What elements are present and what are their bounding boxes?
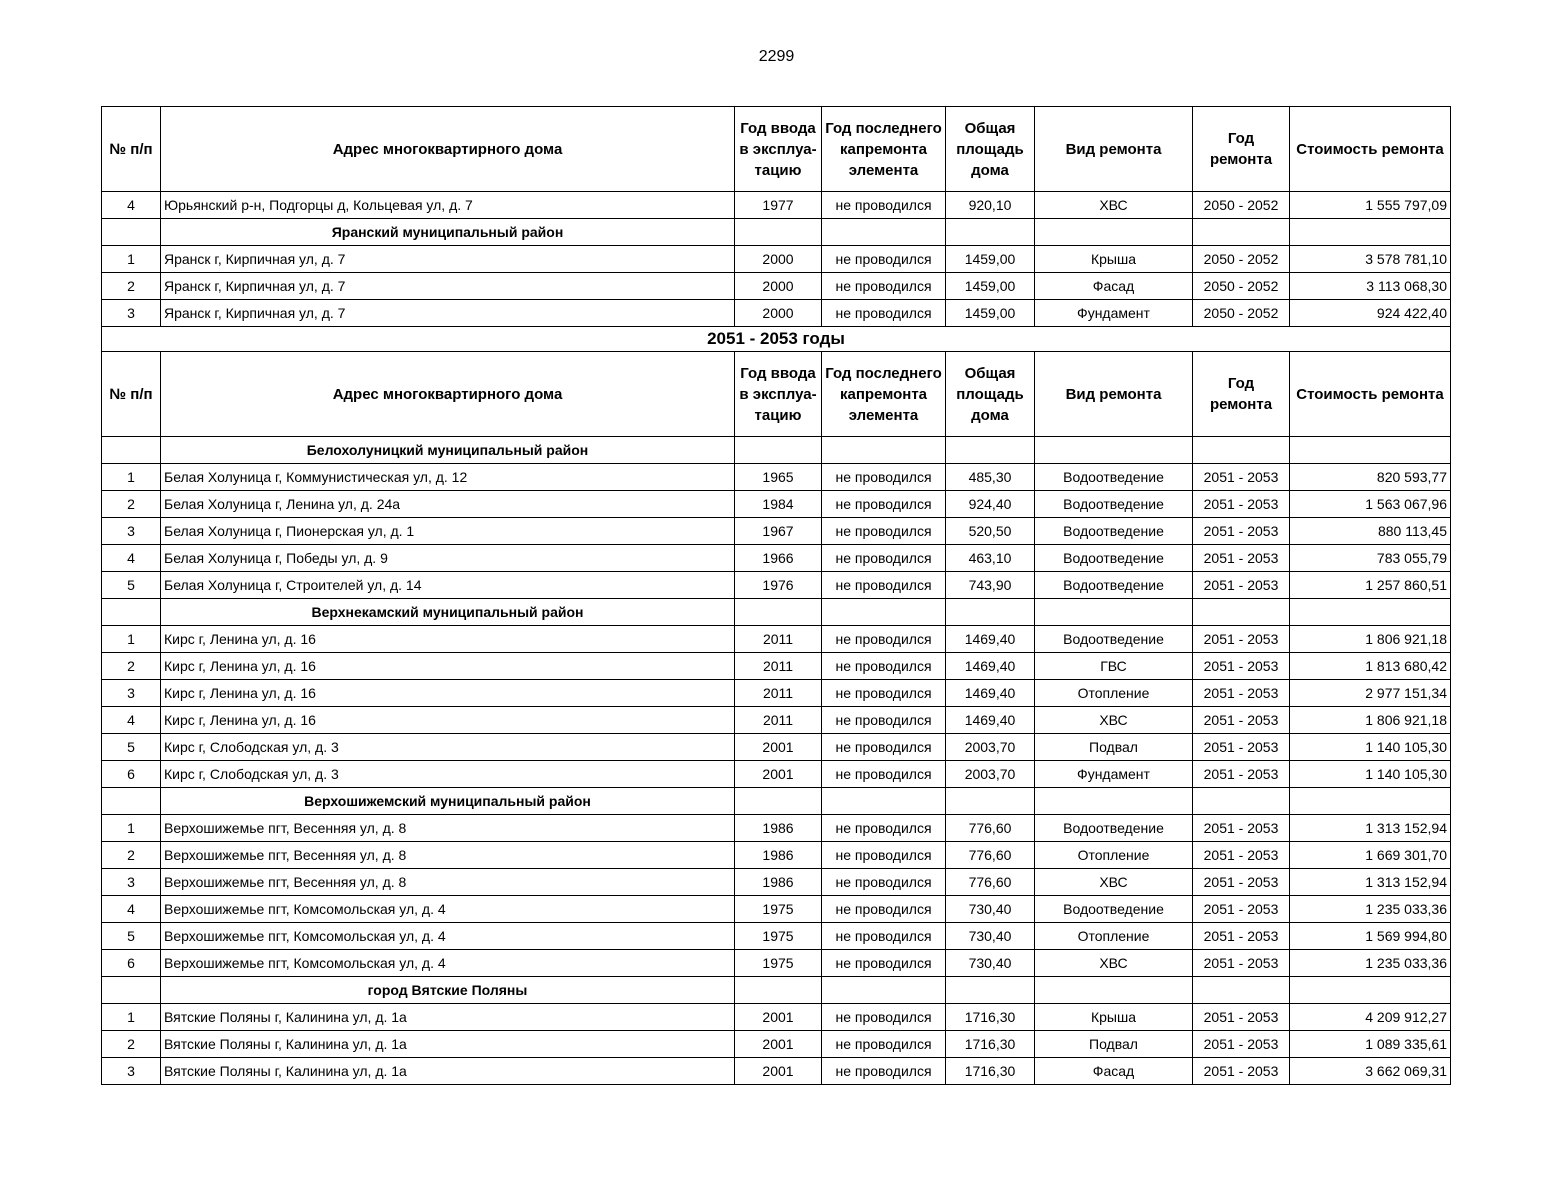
row-year-built: 2001 xyxy=(735,1031,822,1058)
table-row xyxy=(102,626,1451,653)
row-area: 1469,40 xyxy=(946,680,1035,707)
region-num-empty xyxy=(102,788,161,815)
row-repair-type: Подвал xyxy=(1035,734,1193,761)
header-repair-type: Вид ремонта xyxy=(1035,352,1193,437)
row-repair-year: 2051 - 2053 xyxy=(1193,896,1290,923)
row-address: Яранск г, Кирпичная ул, д. 7 xyxy=(161,273,735,300)
row-num: 2 xyxy=(102,273,161,300)
row-address: Верхошижемье пгт, Комсомольская ул, д. 4 xyxy=(161,950,735,977)
row-last-repair: не проводился xyxy=(822,896,946,923)
region-num-empty xyxy=(102,977,161,1004)
row-address: Верхошижемье пгт, Весенняя ул, д. 8 xyxy=(161,842,735,869)
region-empty-cell xyxy=(1035,788,1193,815)
row-repair-type: Фасад xyxy=(1035,1058,1193,1085)
region-empty-cell xyxy=(1035,599,1193,626)
row-address: Верхошижемье пгт, Весенняя ул, д. 8 xyxy=(161,869,735,896)
table-row xyxy=(102,1058,1451,1085)
header-repair-year: Год ремонта xyxy=(1193,107,1290,192)
row-address: Кирс г, Ленина ул, д. 16 xyxy=(161,707,735,734)
page-number: 2299 xyxy=(758,48,795,65)
table-row xyxy=(102,707,1451,734)
row-cost: 1 235 033,36 xyxy=(1290,950,1451,977)
region-empty-cell xyxy=(1290,219,1451,246)
row-repair-type: Водоотведение xyxy=(1035,464,1193,491)
row-year-built: 2000 xyxy=(735,300,822,327)
row-repair-type: Крыша xyxy=(1035,246,1193,273)
row-last-repair: не проводился xyxy=(822,923,946,950)
row-address: Вятские Поляны г, Калинина ул, д. 1а xyxy=(161,1004,735,1031)
row-year-built: 2001 xyxy=(735,734,822,761)
region-empty-cell xyxy=(1035,219,1193,246)
table-row xyxy=(102,653,1451,680)
row-repair-year: 2051 - 2053 xyxy=(1193,761,1290,788)
row-last-repair: не проводился xyxy=(822,192,946,219)
row-area: 463,10 xyxy=(946,545,1035,572)
table-row xyxy=(102,491,1451,518)
row-year-built: 1967 xyxy=(735,518,822,545)
row-num: 1 xyxy=(102,464,161,491)
table-row xyxy=(102,572,1451,599)
table-body xyxy=(102,107,1451,1085)
row-last-repair: не проводился xyxy=(822,300,946,327)
row-year-built: 1976 xyxy=(735,572,822,599)
table-row xyxy=(102,869,1451,896)
row-area: 520,50 xyxy=(946,518,1035,545)
row-area: 1469,40 xyxy=(946,626,1035,653)
row-area: 776,60 xyxy=(946,842,1035,869)
row-num: 4 xyxy=(102,896,161,923)
row-last-repair: не проводился xyxy=(822,734,946,761)
row-last-repair: не проводился xyxy=(822,518,946,545)
row-address: Кирс г, Слободская ул, д. 3 xyxy=(161,734,735,761)
row-address: Юрьянский р-н, Подгорцы д, Кольцевая ул, д. 7 xyxy=(161,192,735,219)
table-row xyxy=(102,464,1451,491)
table-header-row xyxy=(102,107,1451,192)
row-address: Верхошижемье пгт, Комсомольская ул, д. 4 xyxy=(161,923,735,950)
row-num: 4 xyxy=(102,192,161,219)
row-cost: 783 055,79 xyxy=(1290,545,1451,572)
row-cost: 1 235 033,36 xyxy=(1290,896,1451,923)
row-num: 4 xyxy=(102,545,161,572)
region-empty-cell xyxy=(822,437,946,464)
row-last-repair: не проводился xyxy=(822,842,946,869)
row-repair-year: 2051 - 2053 xyxy=(1193,734,1290,761)
row-repair-type: Водоотведение xyxy=(1035,626,1193,653)
row-year-built: 2011 xyxy=(735,707,822,734)
row-year-built: 2000 xyxy=(735,246,822,273)
row-year-built: 2011 xyxy=(735,680,822,707)
row-repair-year: 2050 - 2052 xyxy=(1193,300,1290,327)
row-num: 1 xyxy=(102,815,161,842)
region-empty-cell xyxy=(1193,977,1290,1004)
row-cost: 4 209 912,27 xyxy=(1290,1004,1451,1031)
region-row xyxy=(102,219,1451,246)
row-year-built: 1986 xyxy=(735,869,822,896)
region-empty-cell xyxy=(735,219,822,246)
row-last-repair: не проводился xyxy=(822,572,946,599)
row-repair-type: Водоотведение xyxy=(1035,518,1193,545)
row-address: Верхошижемье пгт, Комсомольская ул, д. 4 xyxy=(161,896,735,923)
row-repair-type: ХВС xyxy=(1035,707,1193,734)
row-last-repair: не проводился xyxy=(822,653,946,680)
row-last-repair: не проводился xyxy=(822,815,946,842)
table-row xyxy=(102,896,1451,923)
row-address: Кирс г, Ленина ул, д. 16 xyxy=(161,680,735,707)
row-repair-year: 2051 - 2053 xyxy=(1193,572,1290,599)
region-empty-cell xyxy=(1193,788,1290,815)
row-num: 1 xyxy=(102,1004,161,1031)
row-address: Яранск г, Кирпичная ул, д. 7 xyxy=(161,246,735,273)
row-num: 2 xyxy=(102,653,161,680)
row-cost: 1 140 105,30 xyxy=(1290,734,1451,761)
row-repair-year: 2051 - 2053 xyxy=(1193,680,1290,707)
table-header-row xyxy=(102,352,1451,437)
row-repair-year: 2051 - 2053 xyxy=(1193,1058,1290,1085)
row-repair-year: 2051 - 2053 xyxy=(1193,842,1290,869)
row-address: Белая Холуница г, Пионерская ул, д. 1 xyxy=(161,518,735,545)
table-row xyxy=(102,545,1451,572)
row-repair-year: 2051 - 2053 xyxy=(1193,950,1290,977)
row-repair-type: Фундамент xyxy=(1035,761,1193,788)
row-num: 3 xyxy=(102,1058,161,1085)
region-row xyxy=(102,977,1451,1004)
region-empty-cell xyxy=(1035,437,1193,464)
row-last-repair: не проводился xyxy=(822,1031,946,1058)
row-year-built: 1975 xyxy=(735,896,822,923)
region-empty-cell xyxy=(946,219,1035,246)
row-year-built: 1986 xyxy=(735,842,822,869)
region-empty-cell xyxy=(822,788,946,815)
row-cost: 1 569 994,80 xyxy=(1290,923,1451,950)
header-area: Общая площадь дома xyxy=(946,352,1035,437)
row-num: 5 xyxy=(102,734,161,761)
row-num: 5 xyxy=(102,923,161,950)
row-repair-year: 2051 - 2053 xyxy=(1193,626,1290,653)
row-repair-type: Крыша xyxy=(1035,1004,1193,1031)
table-row xyxy=(102,680,1451,707)
region-empty-cell xyxy=(946,437,1035,464)
table-row xyxy=(102,1004,1451,1031)
region-empty-cell xyxy=(735,437,822,464)
row-repair-type: ХВС xyxy=(1035,192,1193,219)
region-empty-cell xyxy=(1290,599,1451,626)
row-last-repair: не проводился xyxy=(822,273,946,300)
row-last-repair: не проводился xyxy=(822,1004,946,1031)
header-year-built: Год ввода в эксплуа-тацию xyxy=(735,107,822,192)
row-repair-type: ХВС xyxy=(1035,869,1193,896)
header-cost: Стоимость ремонта xyxy=(1290,107,1451,192)
row-repair-year: 2051 - 2053 xyxy=(1193,923,1290,950)
table-row xyxy=(102,950,1451,977)
row-repair-year: 2051 - 2053 xyxy=(1193,545,1290,572)
region-empty-cell xyxy=(1035,977,1193,1004)
row-address: Вятские Поляны г, Калинина ул, д. 1а xyxy=(161,1058,735,1085)
row-last-repair: не проводился xyxy=(822,491,946,518)
row-cost: 1 806 921,18 xyxy=(1290,707,1451,734)
row-cost: 1 089 335,61 xyxy=(1290,1031,1451,1058)
row-num: 2 xyxy=(102,491,161,518)
region-name: город Вятские Поляны xyxy=(161,977,735,1004)
row-cost: 3 662 069,31 xyxy=(1290,1058,1451,1085)
row-repair-year: 2050 - 2052 xyxy=(1193,273,1290,300)
row-address: Белая Холуница г, Коммунистическая ул, д. 12 xyxy=(161,464,735,491)
row-address: Яранск г, Кирпичная ул, д. 7 xyxy=(161,300,735,327)
row-repair-type: Отопление xyxy=(1035,923,1193,950)
row-address: Кирс г, Ленина ул, д. 16 xyxy=(161,653,735,680)
row-cost: 880 113,45 xyxy=(1290,518,1451,545)
table-row xyxy=(102,192,1451,219)
row-area: 1459,00 xyxy=(946,300,1035,327)
row-area: 776,60 xyxy=(946,869,1035,896)
table-row xyxy=(102,842,1451,869)
row-num: 6 xyxy=(102,761,161,788)
region-name: Яранский муниципальный район xyxy=(161,219,735,246)
region-row xyxy=(102,788,1451,815)
region-empty-cell xyxy=(822,977,946,1004)
row-repair-type: Отопление xyxy=(1035,680,1193,707)
row-address: Верхошижемье пгт, Весенняя ул, д. 8 xyxy=(161,815,735,842)
row-area: 1469,40 xyxy=(946,653,1035,680)
row-year-built: 2001 xyxy=(735,1058,822,1085)
region-name: Верхошижемский муниципальный район xyxy=(161,788,735,815)
region-empty-cell xyxy=(1193,599,1290,626)
row-repair-type: Водоотведение xyxy=(1035,491,1193,518)
row-area: 1716,30 xyxy=(946,1004,1035,1031)
row-area: 1459,00 xyxy=(946,273,1035,300)
region-row xyxy=(102,437,1451,464)
row-num: 2 xyxy=(102,1031,161,1058)
region-empty-cell xyxy=(735,788,822,815)
row-year-built: 2001 xyxy=(735,1004,822,1031)
row-area: 485,30 xyxy=(946,464,1035,491)
row-repair-year: 2051 - 2053 xyxy=(1193,1031,1290,1058)
row-cost: 2 977 151,34 xyxy=(1290,680,1451,707)
row-repair-year: 2050 - 2052 xyxy=(1193,246,1290,273)
header-cost: Стоимость ремонта xyxy=(1290,352,1451,437)
row-last-repair: не проводился xyxy=(822,1058,946,1085)
row-address: Кирс г, Слободская ул, д. 3 xyxy=(161,761,735,788)
row-repair-type: Подвал xyxy=(1035,1031,1193,1058)
row-year-built: 1984 xyxy=(735,491,822,518)
row-last-repair: не проводился xyxy=(822,707,946,734)
row-num: 3 xyxy=(102,680,161,707)
row-address: Кирс г, Ленина ул, д. 16 xyxy=(161,626,735,653)
repair-schedule-table xyxy=(101,106,1451,1085)
region-row xyxy=(102,599,1451,626)
row-cost: 1 257 860,51 xyxy=(1290,572,1451,599)
header-num: № п/п xyxy=(102,352,161,437)
row-num: 4 xyxy=(102,707,161,734)
row-repair-year: 2051 - 2053 xyxy=(1193,653,1290,680)
row-year-built: 1986 xyxy=(735,815,822,842)
header-address: Адрес многоквартирного дома xyxy=(161,107,735,192)
row-num: 3 xyxy=(102,518,161,545)
row-repair-type: ГВС xyxy=(1035,653,1193,680)
row-num: 3 xyxy=(102,869,161,896)
region-empty-cell xyxy=(1193,219,1290,246)
row-last-repair: не проводился xyxy=(822,246,946,273)
region-num-empty xyxy=(102,219,161,246)
row-cost: 1 313 152,94 xyxy=(1290,869,1451,896)
row-repair-year: 2051 - 2053 xyxy=(1193,1004,1290,1031)
row-cost: 3 578 781,10 xyxy=(1290,246,1451,273)
table-row xyxy=(102,246,1451,273)
row-repair-type: Фасад xyxy=(1035,273,1193,300)
row-cost: 1 669 301,70 xyxy=(1290,842,1451,869)
period-title: 2051 - 2053 годы xyxy=(102,327,1451,352)
row-last-repair: не проводился xyxy=(822,464,946,491)
header-year-built: Год ввода в эксплуа-тацию xyxy=(735,352,822,437)
region-empty-cell xyxy=(735,977,822,1004)
row-address: Белая Холуница г, Победы ул, д. 9 xyxy=(161,545,735,572)
row-last-repair: не проводился xyxy=(822,680,946,707)
table-row xyxy=(102,1031,1451,1058)
period-row xyxy=(102,327,1451,352)
table-row xyxy=(102,734,1451,761)
row-num: 3 xyxy=(102,300,161,327)
region-empty-cell xyxy=(1290,977,1451,1004)
row-address: Белая Холуница г, Строителей ул, д. 14 xyxy=(161,572,735,599)
row-year-built: 1965 xyxy=(735,464,822,491)
table-row xyxy=(102,300,1451,327)
header-num: № п/п xyxy=(102,107,161,192)
row-address: Вятские Поляны г, Калинина ул, д. 1а xyxy=(161,1031,735,1058)
header-last-repair: Год последнего капремонта элемента xyxy=(822,352,946,437)
row-repair-type: Водоотведение xyxy=(1035,815,1193,842)
table-row xyxy=(102,923,1451,950)
row-cost: 1 813 680,42 xyxy=(1290,653,1451,680)
row-cost: 3 113 068,30 xyxy=(1290,273,1451,300)
row-num: 1 xyxy=(102,246,161,273)
row-year-built: 1975 xyxy=(735,923,822,950)
row-year-built: 2011 xyxy=(735,626,822,653)
row-area: 1469,40 xyxy=(946,707,1035,734)
row-year-built: 1975 xyxy=(735,950,822,977)
row-repair-type: Отопление xyxy=(1035,842,1193,869)
row-cost: 1 140 105,30 xyxy=(1290,761,1451,788)
row-repair-type: Фундамент xyxy=(1035,300,1193,327)
row-repair-year: 2051 - 2053 xyxy=(1193,464,1290,491)
row-last-repair: не проводился xyxy=(822,545,946,572)
region-name: Белохолуницкий муниципальный район xyxy=(161,437,735,464)
row-repair-type: Водоотведение xyxy=(1035,572,1193,599)
row-area: 2003,70 xyxy=(946,761,1035,788)
header-repair-year: Год ремонта xyxy=(1193,352,1290,437)
region-empty-cell xyxy=(946,788,1035,815)
row-area: 776,60 xyxy=(946,815,1035,842)
region-empty-cell xyxy=(1290,437,1451,464)
region-num-empty xyxy=(102,437,161,464)
row-repair-year: 2050 - 2052 xyxy=(1193,192,1290,219)
region-empty-cell xyxy=(735,599,822,626)
row-num: 5 xyxy=(102,572,161,599)
row-area: 730,40 xyxy=(946,923,1035,950)
row-year-built: 2001 xyxy=(735,761,822,788)
region-num-empty xyxy=(102,599,161,626)
row-repair-year: 2051 - 2053 xyxy=(1193,869,1290,896)
table-row xyxy=(102,273,1451,300)
row-cost: 1 555 797,09 xyxy=(1290,192,1451,219)
header-repair-type: Вид ремонта xyxy=(1035,107,1193,192)
row-last-repair: не проводился xyxy=(822,950,946,977)
row-area: 2003,70 xyxy=(946,734,1035,761)
row-cost: 1 806 921,18 xyxy=(1290,626,1451,653)
row-repair-year: 2051 - 2053 xyxy=(1193,518,1290,545)
row-address: Белая Холуница г, Ленина ул, д. 24а xyxy=(161,491,735,518)
row-repair-year: 2051 - 2053 xyxy=(1193,707,1290,734)
row-year-built: 1966 xyxy=(735,545,822,572)
row-last-repair: не проводился xyxy=(822,869,946,896)
region-empty-cell xyxy=(946,977,1035,1004)
row-year-built: 1977 xyxy=(735,192,822,219)
region-empty-cell xyxy=(1290,788,1451,815)
row-cost: 820 593,77 xyxy=(1290,464,1451,491)
region-empty-cell xyxy=(822,219,946,246)
row-year-built: 2000 xyxy=(735,273,822,300)
region-empty-cell xyxy=(1193,437,1290,464)
row-area: 924,40 xyxy=(946,491,1035,518)
row-repair-type: Водоотведение xyxy=(1035,545,1193,572)
table-row xyxy=(102,518,1451,545)
row-area: 920,10 xyxy=(946,192,1035,219)
row-repair-type: Водоотведение xyxy=(1035,896,1193,923)
row-last-repair: не проводился xyxy=(822,761,946,788)
region-empty-cell xyxy=(946,599,1035,626)
region-empty-cell xyxy=(822,599,946,626)
header-last-repair: Год последнего капремонта элемента xyxy=(822,107,946,192)
row-num: 6 xyxy=(102,950,161,977)
row-area: 730,40 xyxy=(946,896,1035,923)
table-row xyxy=(102,761,1451,788)
row-cost: 1 563 067,96 xyxy=(1290,491,1451,518)
header-address: Адрес многоквартирного дома xyxy=(161,352,735,437)
table-row xyxy=(102,815,1451,842)
row-repair-type: ХВС xyxy=(1035,950,1193,977)
row-repair-year: 2051 - 2053 xyxy=(1193,491,1290,518)
row-area: 730,40 xyxy=(946,950,1035,977)
row-area: 1716,30 xyxy=(946,1031,1035,1058)
row-last-repair: не проводился xyxy=(822,626,946,653)
row-num: 2 xyxy=(102,842,161,869)
row-cost: 1 313 152,94 xyxy=(1290,815,1451,842)
row-year-built: 2011 xyxy=(735,653,822,680)
row-area: 1459,00 xyxy=(946,246,1035,273)
row-cost: 924 422,40 xyxy=(1290,300,1451,327)
header-area: Общая площадь дома xyxy=(946,107,1035,192)
row-area: 1716,30 xyxy=(946,1058,1035,1085)
row-num: 1 xyxy=(102,626,161,653)
row-area: 743,90 xyxy=(946,572,1035,599)
region-name: Верхнекамский муниципальный район xyxy=(161,599,735,626)
row-repair-year: 2051 - 2053 xyxy=(1193,815,1290,842)
